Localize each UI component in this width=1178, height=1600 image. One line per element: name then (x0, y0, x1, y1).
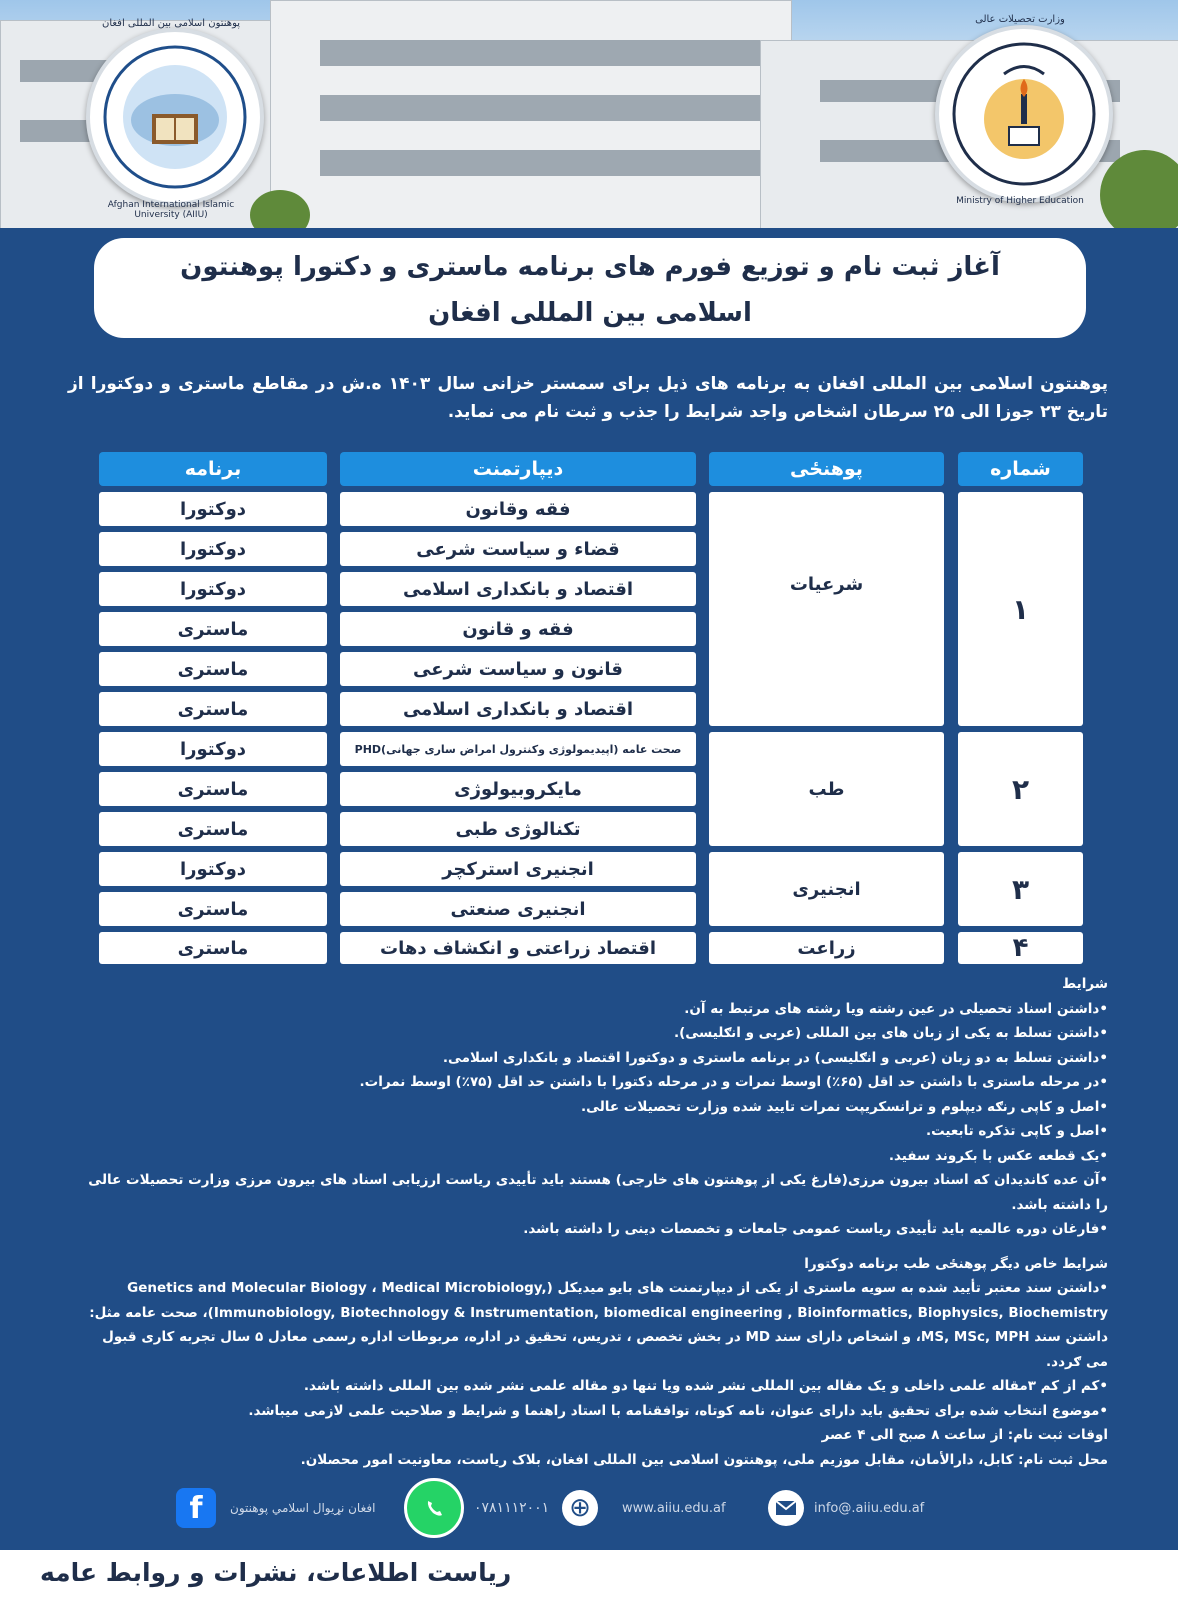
intro-text: پوهنتون اسلامی بین المللی افغان به برنامه های ذیل برای سمستر خزانی سال ۱۴۰۳ ه.ش در مقاطع ماستری و دوکتورا از تاریخ ۲۳ جوزا الی ۲۵ سرطان اشخاص واجد شرایط را جذب و ثبت نام می نماید. (68, 374, 1109, 422)
website-contact[interactable] (562, 1480, 726, 1536)
conditions-section (78, 972, 1108, 1472)
program-cell: دوکتورا (99, 532, 327, 566)
ministry-seal-icon (949, 39, 1099, 189)
condition-item: •داشتن تسلط به یکی از زبان های بین المللی (عربی و انګلیسی). (674, 1025, 1108, 1041)
special-condition-item: •داشتن سند معتبر تأیید شده به سویه ماستری از یکی از دیپارتمنت های بایو میدیکل (Genetics and Molecular Biology ، Medical Microbiology, Immunobiology, Biotechnology & Instrumentation, biomedical engineering , Bioinformatics, Biophysics, Biochemistry)، صحت عامه مثل: داشتن سند MS, MSc, MPH، و اشخاص دارای سند MD در بخش تخصص ، تدریس، تحقیق در اداره، مربوطات اداره رسمی معادل ۵ سال تجربه کاری قبول می ګردد. (89, 1280, 1108, 1370)
program-cell: ماستری (99, 932, 327, 964)
department-cell: فقه و قانون (340, 612, 696, 646)
globe-icon[interactable]: ⊕ (562, 1490, 598, 1526)
special-condition-item: •کم از کم ۳مقاله علمی داخلی و یک مقاله بین المللی نشر شده ویا تنها دو مقاله علمی نشر شده بین المللی داشته باشد. (303, 1378, 1108, 1394)
ministry-seal-caption: Ministry of Higher Education (956, 196, 1084, 206)
group-faculty: انجنیری (709, 852, 944, 926)
header-number: شماره (958, 452, 1083, 486)
website-link[interactable]: www.aiiu.edu.af (622, 1500, 726, 1516)
header-program: برنامه (99, 452, 327, 486)
header-faculty: پوهنځی (709, 452, 944, 486)
whatsapp-contact[interactable] (404, 1480, 549, 1536)
whatsapp-icon[interactable] (404, 1478, 464, 1538)
university-seal-title: پوهنتون اسلامی بین المللی افغان (101, 18, 241, 29)
condition-item: •اصل و کاپی تذکره تابعیت. (925, 1123, 1108, 1139)
program-cell: دوکتورا (99, 732, 327, 766)
program-cell: ماستری (99, 652, 327, 686)
group-number: ۲ (958, 732, 1083, 846)
program-cell: ماستری (99, 772, 327, 806)
registration-location: محل ثبت نام: کابل، دارالأمان، مقابل موزیم ملی، پوهنتون اسلامی بین المللی افغان، بلاک ریاست، معاونیت امور محصلان. (300, 1451, 1108, 1468)
group-number: ۴ (958, 932, 1083, 964)
header-photo (0, 0, 1178, 228)
department-cell: اقتصاد و بانکداری اسلامی (340, 692, 696, 726)
department-cell: انجنیری استرکچر (340, 852, 696, 886)
program-cell: ماستری (99, 892, 327, 926)
condition-item: •اصل و کاپی رنګه دیپلوم و ترانسکریپت نمرات تایید شده وزارت تحصیلات عالی. (580, 1098, 1108, 1115)
program-cell: دوکتورا (99, 492, 327, 526)
condition-item: •داشتن تسلط به دو زبان (عربی و انګلیسی) در برنامه ماستری و دوکتورا اقتصاد و بانکداری اسلامی. (442, 1049, 1108, 1066)
page-title: آغاز ثبت نام و توزیع فورم های برنامه ماستری و دکتورا پوهنتون اسلامی بین المللی افغان (94, 238, 1086, 338)
mail-icon[interactable] (768, 1490, 804, 1526)
group-faculty: طب (709, 732, 944, 846)
group-faculty: زراعت (709, 932, 944, 964)
condition-item: •یک قطعه عکس با بکروند سفید. (888, 1147, 1108, 1164)
facebook-label[interactable]: افغان نړیوال اسلامي پوهنتون (230, 1501, 376, 1515)
facebook-contact[interactable] (176, 1480, 375, 1536)
registration-hours: اوقات ثبت نام: از ساعت ۸ صبح الی ۴ عصر (821, 1427, 1108, 1443)
program-cell: ماستری (99, 612, 327, 646)
department-cell: صحت عامه (اپیدیمولوژی وکنترول امراض ساری جهانی)PHD (340, 732, 696, 766)
ministry-seal (935, 25, 1113, 203)
university-seal (86, 28, 264, 206)
department-cell: قانون و سیاست شرعی (340, 652, 696, 686)
special-conditions-heading: شرایط خاص دیگر پوهنځی طب برنامه دوکتورا (804, 1255, 1108, 1272)
condition-item: •در مرحله ماستری با داشتن حد اقل (۶۵٪) اوسط نمرات و در مرحله دکتورا با داشتن حد اقل (۷۵٪) اوسط نمرات. (359, 1074, 1108, 1090)
program-cell: ماستری (99, 812, 327, 846)
university-seal-icon (100, 42, 250, 192)
department-cell: اقتصاد و بانکداری اسلامی (340, 572, 696, 606)
group-number: ۱ (958, 492, 1083, 726)
department-cell: تکنالوژی طبی (340, 812, 696, 846)
group-faculty: شرعیات (709, 492, 944, 726)
footer-title: ریاست اطلاعات، نشرات و روابط عامه (40, 1558, 512, 1587)
condition-item: •داشتن اسناد تحصیلی در عین رشته ویا رشته های مرتبط به آن. (684, 1000, 1108, 1017)
university-seal-caption: Afghan International Islamic University (AIIU) (107, 200, 235, 220)
condition-item: •آن عده کاندیدان که اسناد بیرون مرزی(فارغ یکی از پوهنتون های خارجی) هستند باید تأییدی ریاست ارزیابی اسناد های بیرون مرزی وزارت تحصیلات عالی را داشته باشد. (88, 1172, 1108, 1213)
special-condition-item: •موضوع انتخاب شده برای تحقیق باید دارای عنوان، نامه کوتاه، توافقنامه با استاد راهنما و شرایط و صلاحیت علمی لازمی میباشد. (248, 1402, 1108, 1419)
ministry-seal-title: وزارت تحصیلات عالی (975, 14, 1065, 25)
department-cell: انجنیری صنعتی (340, 892, 696, 926)
conditions-heading: شرایط (1062, 976, 1108, 992)
department-cell: مایکروبیولوژی (340, 772, 696, 806)
program-cell: دوکتورا (99, 852, 327, 886)
facebook-icon[interactable]: f (176, 1488, 216, 1528)
email-address[interactable]: info@.aiiu.edu.af (814, 1500, 925, 1516)
email-contact[interactable] (768, 1480, 924, 1536)
program-cell: دوکتورا (99, 572, 327, 606)
phone-number[interactable]: ۰۷۸۱۱۱۲۰۰۱ (474, 1500, 550, 1516)
condition-item: •فارغان دوره عالمیه باید تأییدی ریاست عمومی جامعات و تخصصات دینی را داشته باشد. (523, 1221, 1108, 1237)
group-number: ۳ (958, 852, 1083, 926)
department-cell: فقه وقانون (340, 492, 696, 526)
program-cell: ماستری (99, 692, 327, 726)
header-department: دیپارتمنت (340, 452, 696, 486)
department-cell: اقتصاد زراعتی و انکشاف دهات (340, 932, 696, 964)
department-cell: قضاء و سیاست شرعی (340, 532, 696, 566)
